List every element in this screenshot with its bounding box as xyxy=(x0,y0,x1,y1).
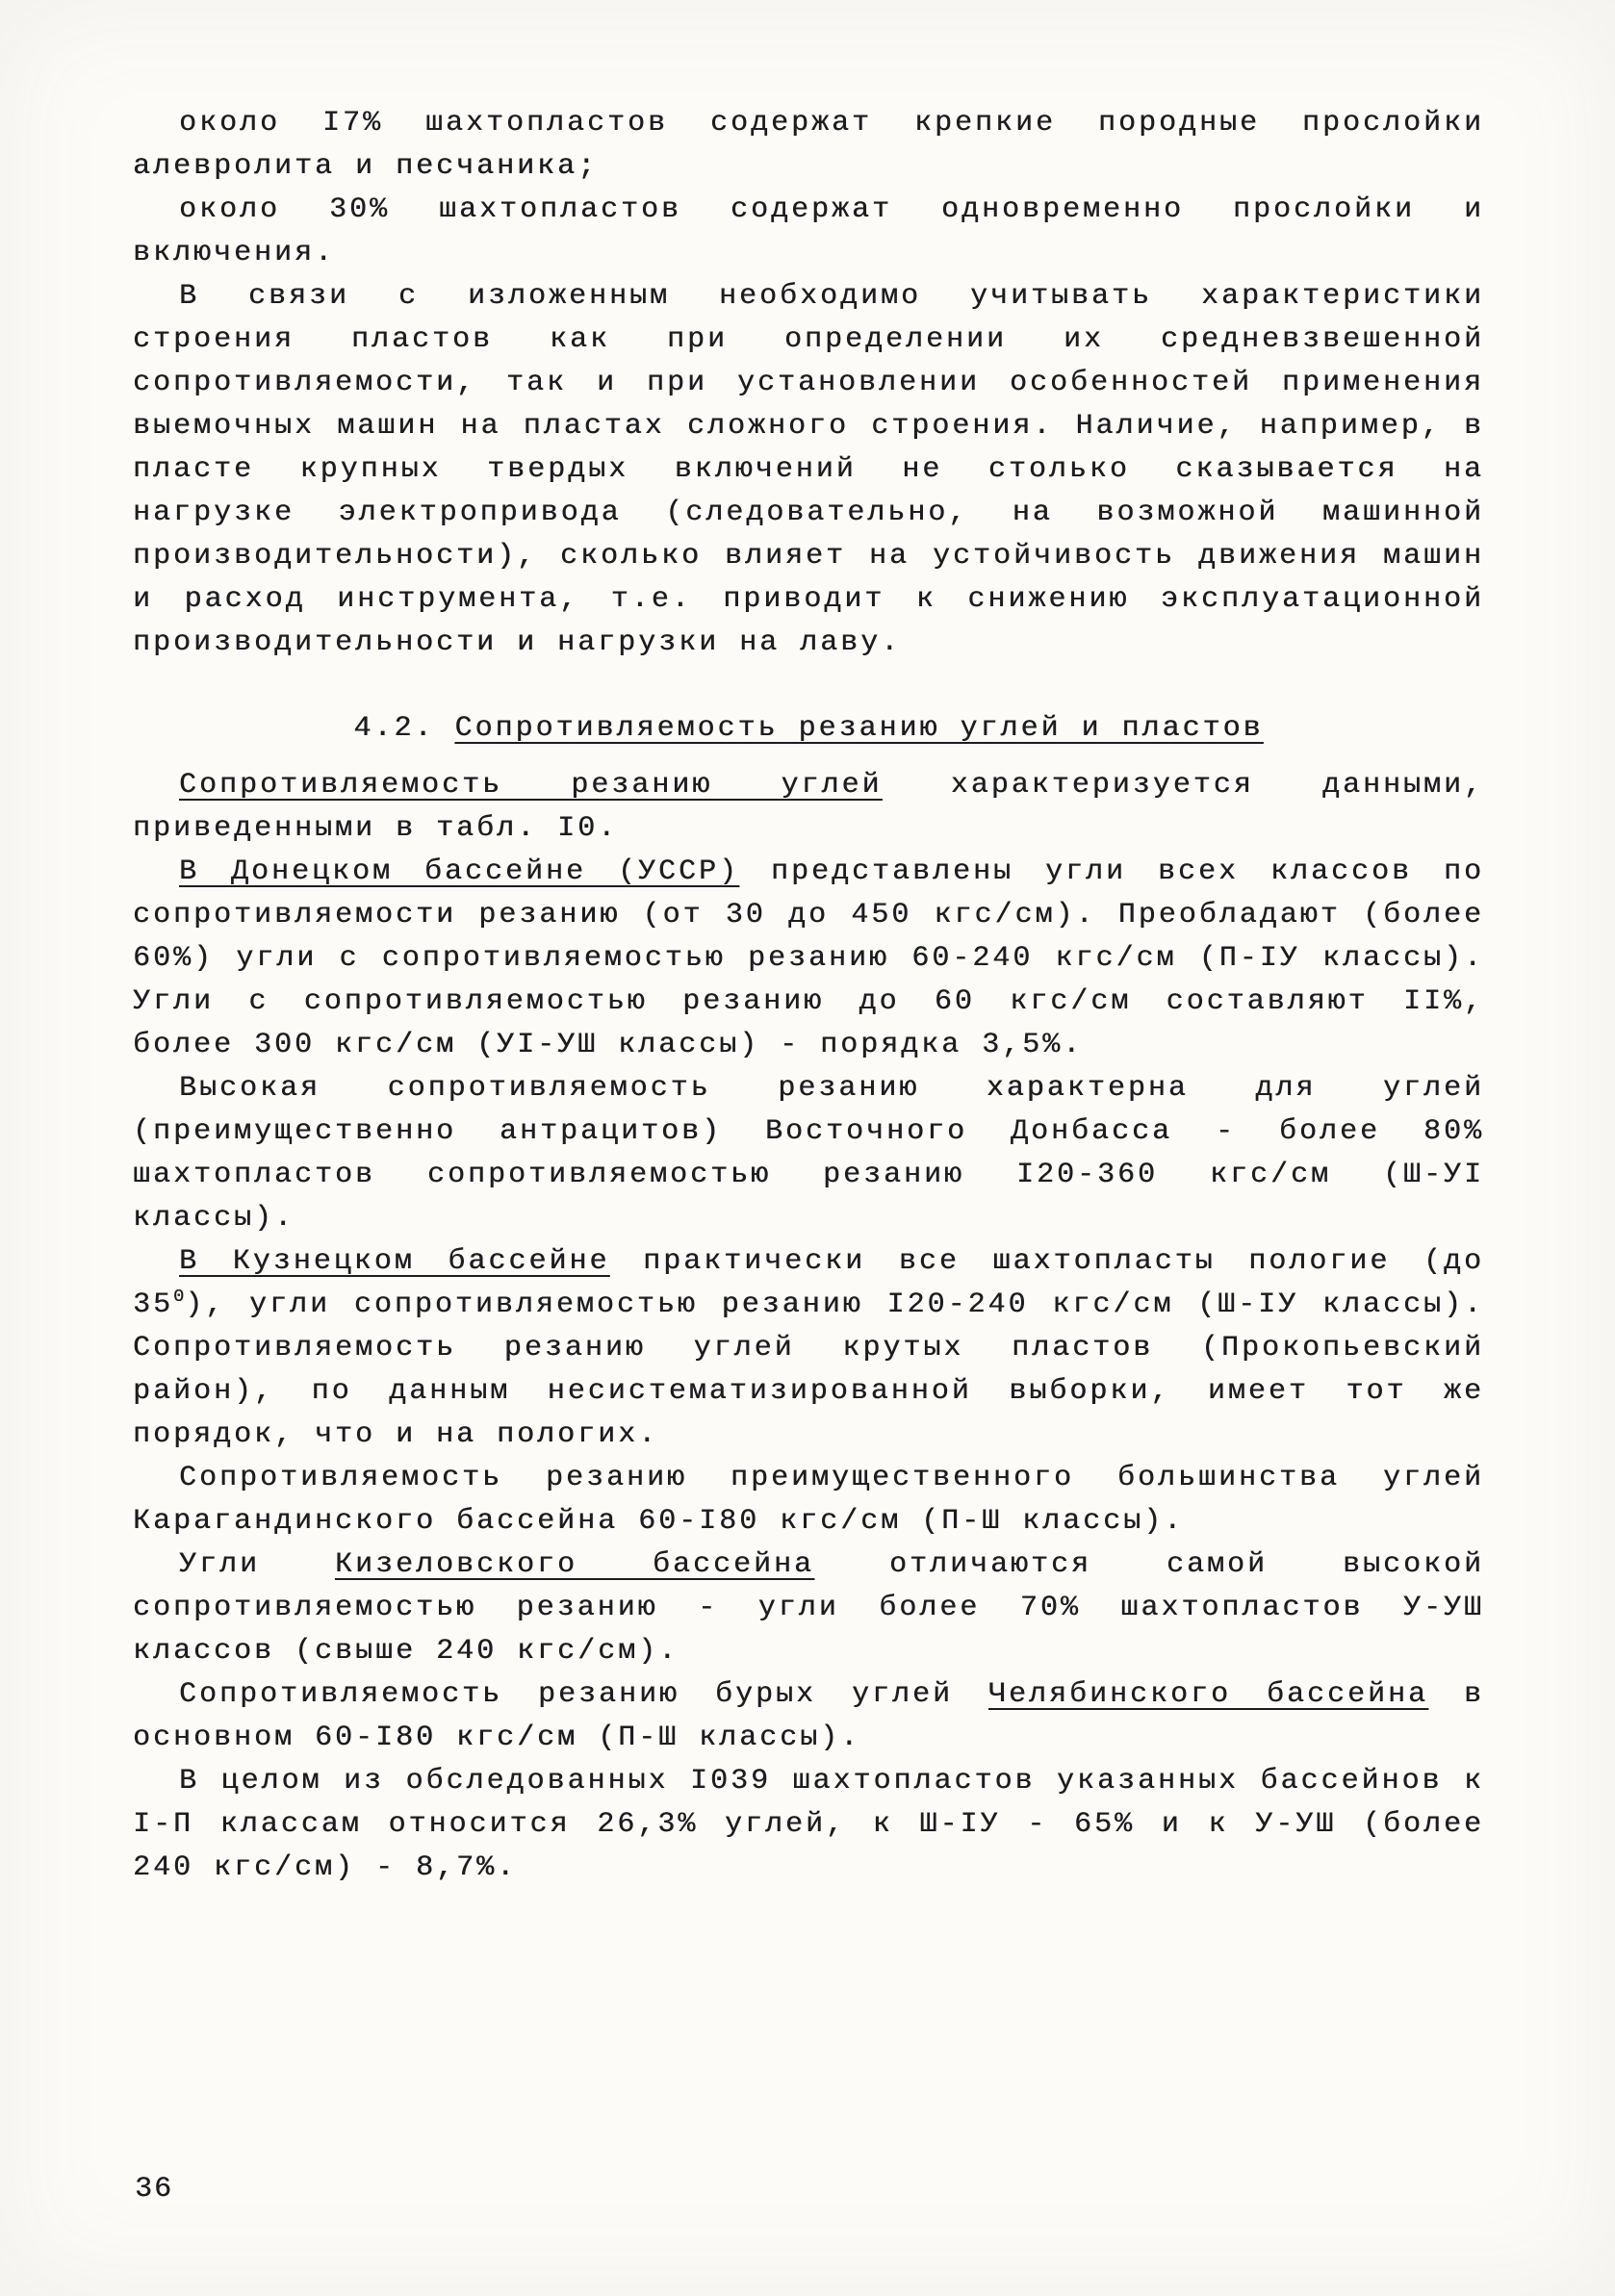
paragraph xyxy=(133,764,1484,851)
underlined-text: В Донецком бассейне (УССР) xyxy=(179,855,740,888)
text-run: характеризуется данными, приведенными в табл. I0. xyxy=(133,769,1485,845)
paragraph xyxy=(133,1673,1484,1760)
paragraph xyxy=(133,1760,1484,1890)
text-run: В целом из обследованных I039 шахтопластов указанных бассейнов к I-П классам относится 26,3% углей, к Ш-IУ - 65% и к У-УШ (более 240 кгс/см) - 8,7%. xyxy=(133,1765,1484,1884)
text-run: отличаются самой высокой сопротивляемостью резанию - угли более 70% шахтопластов У-УШ классов (свыше 240 кгс/см). xyxy=(133,1548,1484,1668)
paragraph xyxy=(133,1457,1484,1543)
paragraph xyxy=(133,1067,1484,1240)
paragraph xyxy=(133,1240,1484,1457)
underlined-text: В Кузнецком бассейне xyxy=(179,1245,610,1278)
paragraph xyxy=(133,1543,1484,1673)
section-heading xyxy=(133,707,1484,751)
text-run: Угли xyxy=(179,1548,335,1581)
paragraph xyxy=(133,189,1484,275)
underlined-text: Челябинского бассейна xyxy=(987,1678,1429,1711)
text-column xyxy=(133,102,1484,1890)
text-run: Высокая сопротивляемость резанию характерна для углей (преимущественно антрацитов) Восточного Донбасса - более 80% шахтопластов сопротивляемостью резанию I20-360 кгс/см (Ш-УI классы). xyxy=(133,1072,1484,1235)
underlined-text: Сопротивляемость резанию углей xyxy=(179,769,883,802)
underlined-text: Кизеловского бассейна xyxy=(334,1548,815,1581)
superscript-text: 0 xyxy=(173,1287,186,1307)
text-run: Сопротивляемость резанию бурых углей xyxy=(179,1678,988,1711)
page-number: 36 xyxy=(135,2173,174,2206)
text-run: В связи с изложенным необходимо учитывать характеристики строения пластов как при определении их средневзвешенной сопротивляемости, так и при установлении особенностей применения выемочных машин на пластах сложного строения. Наличие, например, в пласте крупных твердых включений не столько сказывается на нагрузке электропривода (следовательно, на возможной машинной производительности), сколько влияет на устойчивость движения машин и расход инструмента, т.е. приводит к снижению эксплуатационной производительности и нагрузки на лаву. xyxy=(133,280,1484,659)
paragraph xyxy=(133,851,1484,1067)
text-run: около I7% шахтопластов содержат крепкие породные прослойки алевролита и песчаника; xyxy=(133,107,1484,183)
text-run: в основном 60-I80 кгс/см (П-Ш классы). xyxy=(133,1678,1484,1754)
text-run: ), угли сопротивляемостью резанию I20-240 кгс/см (Ш-IУ классы). Сопротивляемость резанию углей крутых пластов (Прокопьевский район), по данным несистематизированной выборки, имеет тот же порядок, что и на пологих. xyxy=(133,1288,1484,1451)
text-run: около 30% шахтопластов содержат одновременно прослойки и включения. xyxy=(133,193,1484,269)
text-run: Сопротивляемость резанию преимущественного большинства углей Карагандинского бассейна 60-I80 кгс/см (П-Ш классы). xyxy=(133,1462,1484,1538)
paragraph xyxy=(133,275,1484,665)
text-run: практически все шахтопласты пологие (до 35 xyxy=(133,1245,1484,1321)
text-run: представлены угли всех классов по сопротивляемости резанию (от 30 до 450 кгс/см). Преобладают (более 60%) угли с сопротивляемостью резанию 60-240 кгс/см (П-IУ классы). Угли с сопротивляемостью резанию до 60 кгс/см составляют II%, более 300 кгс/см (УI-УШ классы) - порядка 3,5%. xyxy=(133,855,1484,1061)
text-run: 4.2. xyxy=(353,712,455,745)
paragraph xyxy=(133,102,1484,189)
underlined-text: Сопротивляемость резанию углей и пластов xyxy=(454,712,1264,745)
